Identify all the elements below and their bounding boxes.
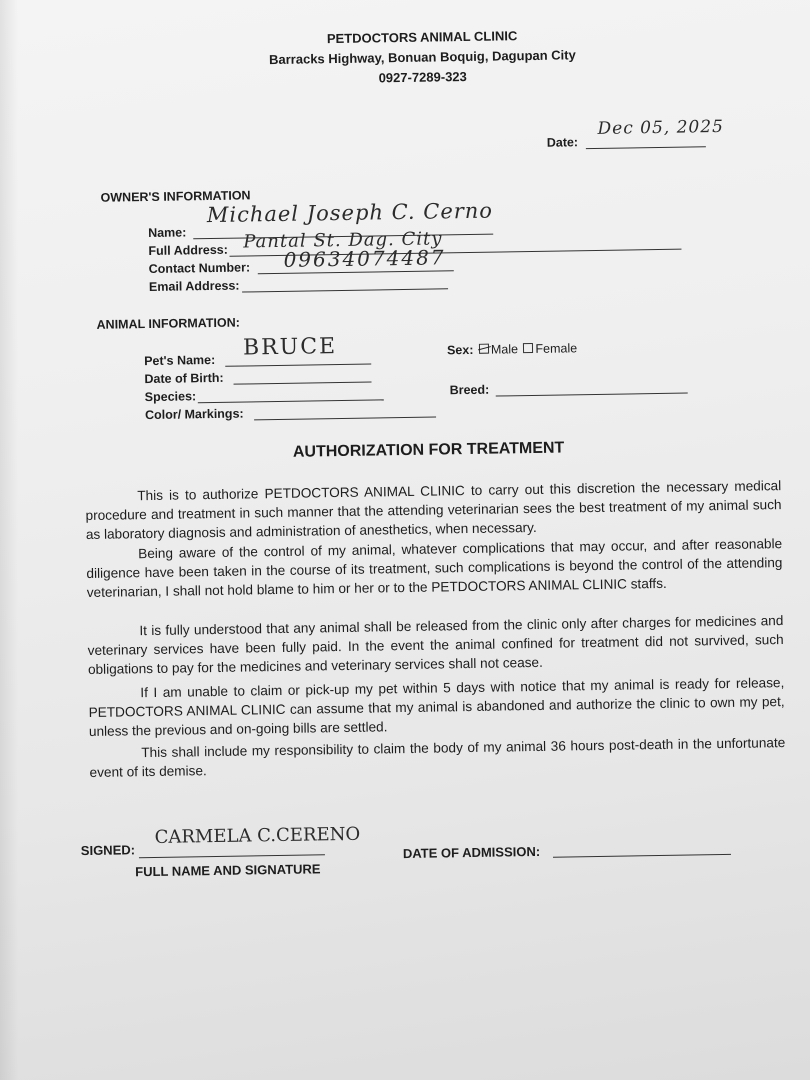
- sex-female-checkbox[interactable]: [523, 343, 533, 353]
- species-line: [198, 399, 384, 403]
- owner-section-title: OWNER'S INFORMATION: [100, 188, 251, 205]
- owner-name-value: Michael Joseph C. Cerno: [206, 198, 494, 228]
- authorization-paragraph-5: This shall include my responsibility to claim the body of my animal 36 hours post-death in the unfortunate event of its demise.: [89, 735, 786, 780]
- authorization-paragraph-1: This is to authorize PETDOCTORS ANIMAL CLINIC to carry out this discretion the necessary medical procedure and treatment in such manner that the attending veterinarian sees the best treatment of my animal such as laboratory diagnosis and administration of anesthetics, when necessary.: [85, 478, 782, 542]
- markings-label: Color/ Markings:: [144, 406, 244, 423]
- authorization-paragraph-4: If I am unable to claim or pick-up my pet within 5 days with notice that my animal is ready for release, PETDOCTORS ANIMAL CLINIC can assume that my animal is abandoned and authorize the clinic to own my pet, unless the previous and on-going bills are settled.: [88, 675, 785, 739]
- signed-label: SIGNED:: [80, 842, 136, 859]
- signature-caption: FULL NAME AND SIGNATURE: [135, 861, 321, 880]
- owner-email-label: Email Address:: [148, 278, 240, 294]
- markings-line: [254, 416, 436, 420]
- authorization-paragraph-3: It is fully understood that any animal shall be released from the clinic only after charges for medicines and veterinary services have been fully paid. In the event the animal confined for treatment did not survived, such obligations to pay for the medicines and veterinary services shall not cease.: [87, 613, 784, 677]
- owner-contact-value: 09634074487: [283, 245, 446, 272]
- owner-address-label: Full Address:: [148, 242, 228, 258]
- dob-label: Date of Birth:: [144, 370, 224, 387]
- clinic-name: PETDOCTORS ANIMAL CLINIC: [326, 28, 518, 47]
- sex-male-checkbox[interactable]: [479, 344, 489, 354]
- signature-line: [139, 854, 325, 858]
- animal-section-title: ANIMAL INFORMATION:: [96, 315, 240, 332]
- authorization-title: AUTHORIZATION FOR TREATMENT: [292, 439, 565, 461]
- sex-field: [447, 341, 577, 357]
- signature-value: CARMELA C.CERENO: [154, 823, 361, 848]
- date-value: Dec 05, 2025: [597, 116, 725, 139]
- pet-name-value: BRUCE: [242, 334, 338, 361]
- sex-male-label: Male: [490, 342, 519, 357]
- clinic-phone: 0927-7289-323: [378, 68, 467, 86]
- species-label: Species:: [144, 389, 197, 405]
- date-line: [586, 146, 706, 149]
- sex-female-label: Female: [535, 341, 578, 356]
- clinic-address: Barracks Highway, Bonuan Boquig, Dagupan City: [268, 47, 576, 68]
- breed-line: [496, 393, 688, 397]
- date-label: Date:: [546, 135, 579, 150]
- owner-email-line: [242, 288, 448, 292]
- pet-name-line: [225, 364, 371, 367]
- authorization-paragraph-2: Being aware of the control of my animal, whatever complications that may occur, and after reasonable diligence have been taken in the course of its treatment, such complications is beyond the control of the attending veterinarian, I shall not hold blame to him or her or to the PETDOCTORS ANIMAL CLINIC staffs.: [86, 536, 783, 600]
- sex-label: Sex:: [446, 342, 474, 358]
- admission-date-line: [553, 854, 731, 858]
- dob-line: [234, 382, 372, 385]
- owner-name-label: Name:: [148, 225, 187, 240]
- breed-label: Breed:: [449, 382, 490, 398]
- pet-name-label: Pet's Name:: [144, 352, 216, 369]
- owner-address-value: Pantal St. Dag. City: [243, 228, 443, 253]
- admission-date-label: DATE OF ADMISSION:: [402, 843, 541, 862]
- owner-contact-label: Contact Number:: [148, 260, 251, 276]
